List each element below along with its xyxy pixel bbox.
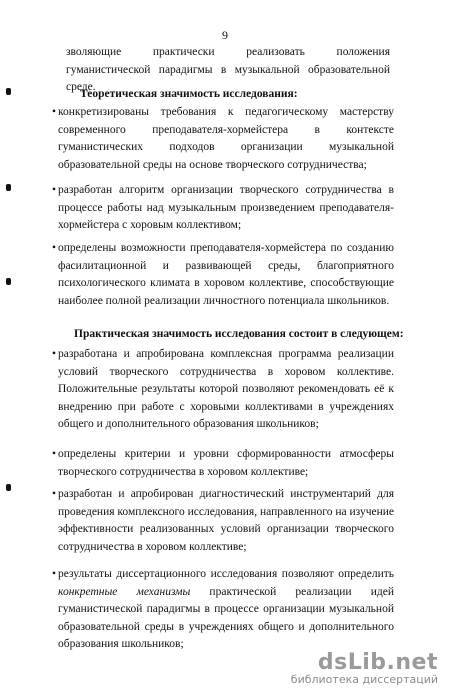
- theoretical-item: [52, 104, 394, 174]
- scan-mark: [6, 278, 11, 285]
- practical-item: [52, 566, 394, 654]
- bullet-dot-icon: •: [52, 184, 57, 196]
- practical-item: [52, 346, 394, 434]
- item-text-italic: конкретные механизмы: [58, 585, 191, 598]
- item-text: разработан и апробирован диагностический инструментарий для проведения комплексного исследования, направленного на изучение эффективности реализованных условий организации творческого сотрудничества в хоровом коллективе;: [58, 488, 394, 553]
- item-text: конкретизированы требования к педагогическому мастерству современного преподавателя-хормейстера в контексте гуманистических подходов организации музыкальной образовательной среды на основе творческого сотрудничества;: [58, 106, 394, 171]
- scan-mark: [6, 184, 11, 191]
- practical-item: [52, 446, 394, 481]
- theoretical-heading: Теоретическая значимость исследования:: [80, 88, 298, 100]
- item-text: определены критерии и уровни сформированности атмосферы творческого сотрудничества в хоровом коллективе;: [58, 448, 394, 478]
- bullet-dot-icon: •: [52, 348, 57, 360]
- item-text: определены возможности преподавателя-хормейстера по созданию фасилитационной и развивающей среды, благоприятного психологического климата в хоровом коллективе, способствующие наиболее полной реализации личностного потенциала школьников.: [58, 242, 394, 307]
- intro-paragraph: зволяющие практически реализовать положения гуманистической парадигмы в музыкальной образовательной среде.: [66, 46, 390, 94]
- item-text: разработана и апробирована комплексная программа реализации условий творческого сотрудничества в хоровом коллективе. Положительные результаты которой позволяют рекомендовать её к внедрению при работе с хоровыми коллективами в учреждениях общего и дополнительного образования школьников;: [58, 348, 394, 431]
- watermark-logo: dsLib.net: [317, 650, 438, 675]
- item-text-end: практической реализации идей гуманистической парадигмы в процессе организации музыкальной образовательной среды в учреждениях общего и дополнительного образования школьников;: [58, 585, 394, 651]
- scan-mark: [6, 484, 11, 491]
- theoretical-item: [52, 182, 394, 235]
- bullet-dot-icon: •: [52, 448, 57, 460]
- scan-mark: [6, 88, 11, 95]
- watermark-subtitle: библиотека диссертаций: [290, 673, 438, 686]
- theoretical-item: [52, 240, 394, 310]
- page-number: 9: [222, 28, 228, 42]
- practical-heading: Практическая значимость исследования состоит в следующем:: [74, 328, 404, 340]
- item-text: разработан алгоритм организации творческого сотрудничества в процессе работы над музыкальным произведением преподавателя-хормейстера с хоровым коллективом;: [58, 184, 394, 232]
- bullet-dot-icon: •: [52, 242, 57, 254]
- item-text-start: результаты диссертационного исследования позволяют определить: [58, 568, 394, 580]
- bullet-dot-icon: •: [52, 568, 57, 580]
- watermark: [291, 650, 438, 686]
- bullet-dot-icon: •: [52, 106, 57, 118]
- practical-item: [52, 486, 394, 556]
- bullet-dot-icon: •: [52, 488, 57, 500]
